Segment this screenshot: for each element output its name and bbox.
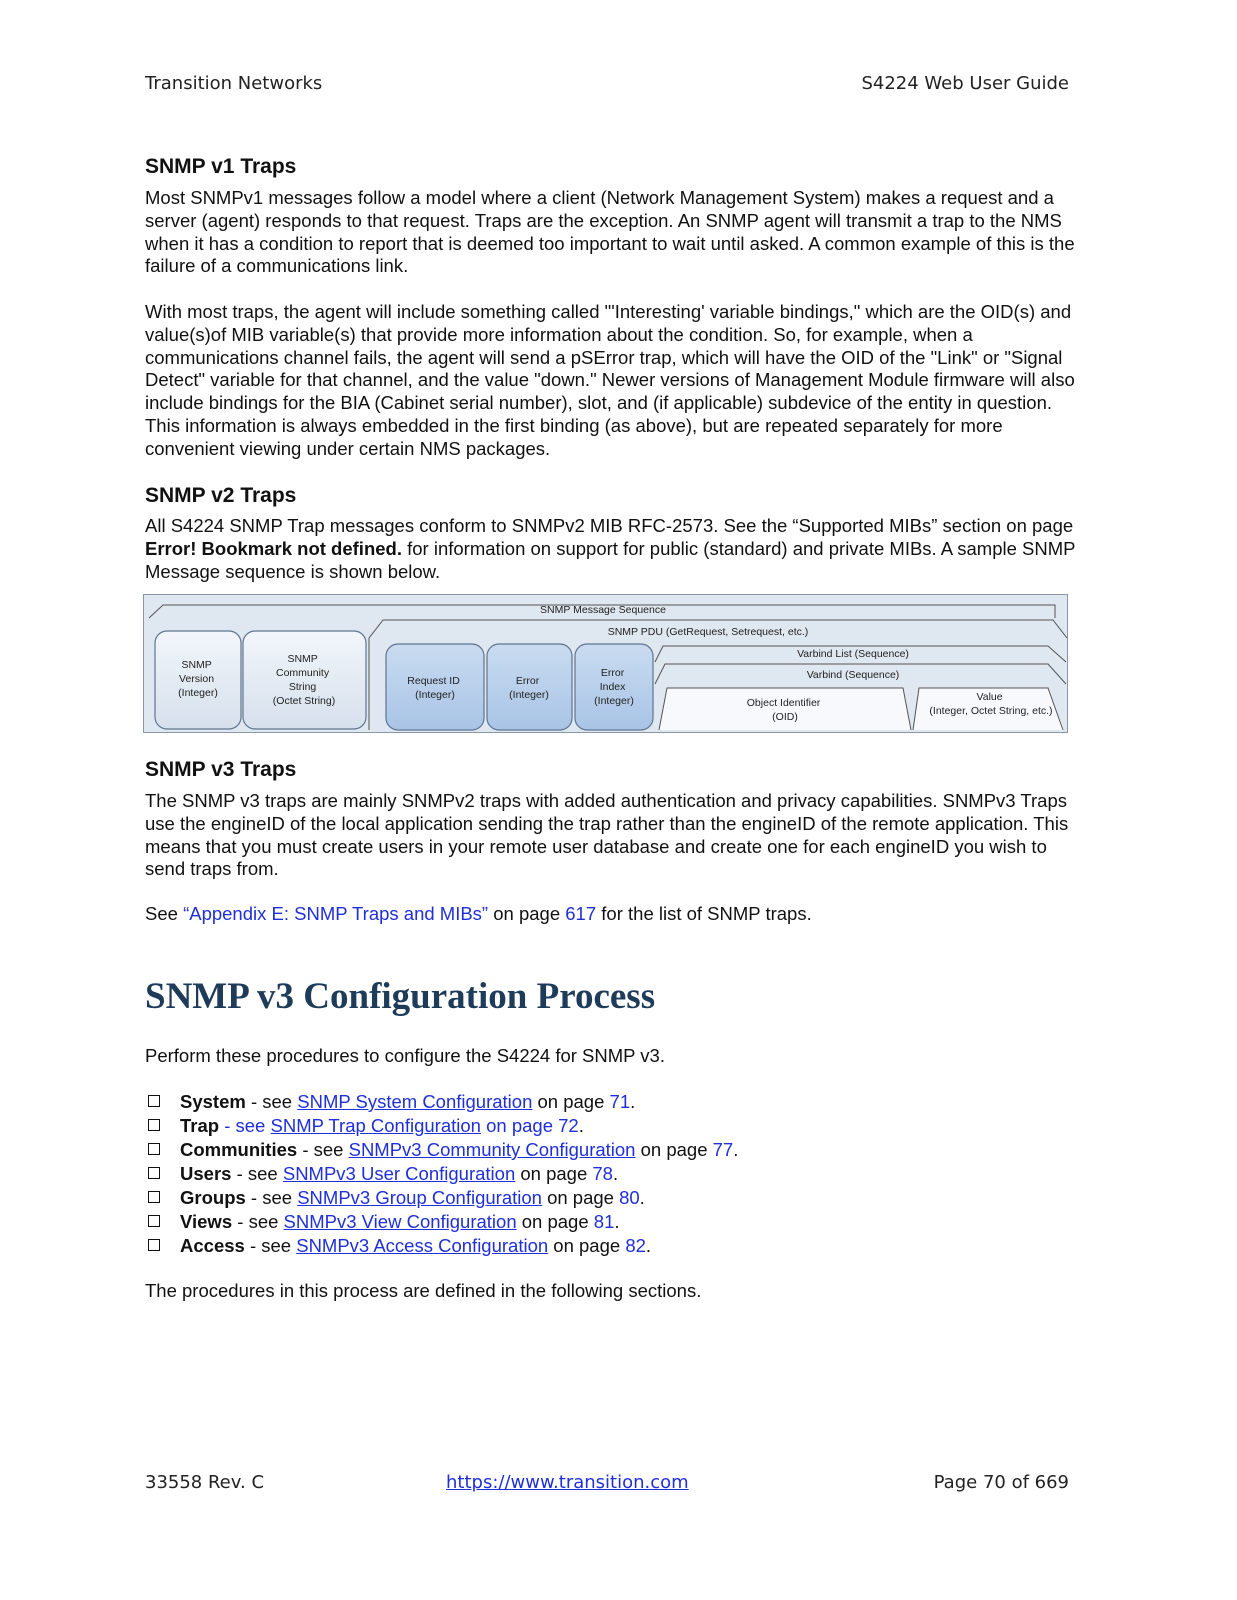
page-link[interactable]: 72 — [558, 1115, 579, 1136]
diagram-label-message-sequence: SNMP Message Sequence — [540, 604, 666, 616]
box-error-index-label: Error Index (Integer) — [594, 667, 634, 707]
page-link[interactable]: 78 — [592, 1163, 613, 1184]
box-snmp-version-label: SNMP Version (Integer) — [178, 659, 218, 699]
appendix-page-link[interactable]: 617 — [565, 903, 597, 924]
value-label: Value (Integer, Octet String, etc.) — [929, 691, 1053, 717]
snmp-message-sequence-diagram — [143, 594, 1068, 733]
diagram-label-pdu: SNMP PDU (GetRequest, Setrequest, etc.) — [607, 626, 809, 638]
v1-heading: SNMP v1 Traps — [145, 155, 297, 178]
list-item: Trap - see SNMP Trap Configuration on page 72. — [148, 1114, 738, 1138]
link-view-config[interactable]: SNMPv3 View Configuration — [283, 1211, 517, 1232]
page-link[interactable]: 81 — [593, 1211, 615, 1232]
header-right: S4224 Web User Guide — [861, 73, 1069, 94]
box-error-label: Error (Integer) — [509, 675, 549, 701]
appendix-e-link[interactable]: “Appendix E: SNMP Traps and MIBs” — [183, 903, 489, 924]
bookmark-error: Error! Bookmark not defined. — [145, 537, 402, 559]
link-system-config[interactable]: SNMP System Configuration — [297, 1091, 533, 1112]
checkbox-icon — [148, 1119, 160, 1131]
checkbox-icon — [148, 1095, 160, 1107]
checkbox-icon — [148, 1215, 160, 1227]
v3-heading: SNMP v3 Traps — [145, 758, 297, 781]
checkbox-icon — [148, 1239, 160, 1251]
process-outro: The procedures in this process are defined in the following sections. — [145, 1280, 702, 1301]
checkbox-icon — [148, 1191, 160, 1203]
box-request-id-label: Request ID (Integer) — [407, 675, 460, 701]
list-item: Users - see SNMPv3 User Configuration on page 78. — [148, 1162, 738, 1186]
checkbox-icon — [148, 1143, 160, 1155]
oid-label: Object Identifier (OID) — [746, 697, 821, 723]
oid-segment — [659, 688, 911, 730]
v1-paragraph-1: Most SNMPv1 messages follow a model where a client (Network Management System) makes a request and a server (agent) responds to that request. Traps are the exception. An SNMP agent will transmit a trap to the NMS when it has a condition to report that is deemed too important to wait until asked. A common example of this is the failure of a communications link. — [145, 187, 1075, 277]
process-heading: SNMP v3 Configuration Process — [145, 976, 656, 1017]
footer-page-number: Page 70 of 669 — [933, 1472, 1069, 1493]
page-link[interactable]: 71 — [609, 1091, 631, 1112]
v1-paragraph-2: With most traps, the agent will include something called "'Interesting' variable bindings," which are the OID(s) and value(s)of MIB variable(s) that provide more information about the condition. So, for example, when a communications channel fails, the agent will send a pSError trap, which will have the OID of the "Link" or "Signal Detect" variable for that channel, and the value "down." Newer versions of Management Module firmware will also include bindings for the BIA (Cabinet serial number), slot, and (if applicable) subdevice of the entity in question. This information is always embedded in the first binding (as above), but are repeated separately for more convenient viewing under certain NMS packages. — [145, 301, 1075, 459]
v2-heading: SNMP v2 Traps — [145, 484, 297, 507]
v3-paragraph: The SNMP v3 traps are mainly SNMPv2 traps with added authentication and privacy capabilities. SNMPv3 Traps use the engineID of the local application sending the trap rather than the engineID of the remote application. This means that you must create users in your remote user database and create one for each engineID you wish to send traps from. — [145, 790, 1069, 880]
list-item: Groups - see SNMPv3 Group Configuration on page 80. — [148, 1186, 738, 1210]
box-error — [487, 644, 572, 730]
procedure-checklist — [148, 1090, 738, 1258]
list-item: Communities - see SNMPv3 Community Configuration on page 77. — [148, 1138, 738, 1162]
v2-paragraph: All S4224 SNMP Trap messages conform to SNMPv2 MIB RFC-2573. See the “Supported MIBs” section on page Error! Bookmark not defined. for information on support for public (standard) and private MIBs. A sample SNMP Message sequence is shown below. — [145, 515, 1076, 582]
diagram-label-varbind: Varbind (Sequence) — [806, 669, 900, 681]
link-group-config[interactable]: SNMPv3 Group Configuration — [297, 1187, 542, 1208]
link-trap-config[interactable]: SNMP Trap Configuration — [270, 1115, 481, 1136]
box-community-string-label: SNMP Community String (Octet String) — [272, 653, 336, 707]
box-request-id — [386, 644, 484, 730]
checkbox-icon — [148, 1167, 160, 1179]
process-intro: Perform these procedures to configure the S4224 for SNMP v3. — [145, 1045, 665, 1066]
diagram-label-varbind-list: Varbind List (Sequence) — [797, 648, 909, 660]
list-item: Views - see SNMPv3 View Configuration on page 81. — [148, 1210, 738, 1234]
v3-see-appendix: See “Appendix E: SNMP Traps and MIBs” on page 617 for the list of SNMP traps. — [145, 903, 812, 924]
list-item: System - see SNMP System Configuration on page 71. — [148, 1090, 738, 1114]
footer-website-link[interactable]: https://www.transition.com — [446, 1472, 689, 1493]
footer-revision: 33558 Rev. C — [145, 1472, 265, 1493]
link-access-config[interactable]: SNMPv3 Access Configuration — [296, 1235, 549, 1256]
page-link[interactable]: 77 — [712, 1139, 734, 1160]
header-left: Transition Networks — [145, 73, 323, 94]
box-community-string — [243, 631, 366, 729]
link-user-config[interactable]: SNMPv3 User Configuration — [282, 1163, 516, 1184]
list-item: Access - see SNMPv3 Access Configuration on page 82. — [148, 1234, 738, 1258]
link-community-config[interactable]: SNMPv3 Community Configuration — [348, 1139, 636, 1160]
page-link[interactable]: 82 — [625, 1235, 646, 1256]
page-link[interactable]: 80 — [619, 1187, 640, 1208]
